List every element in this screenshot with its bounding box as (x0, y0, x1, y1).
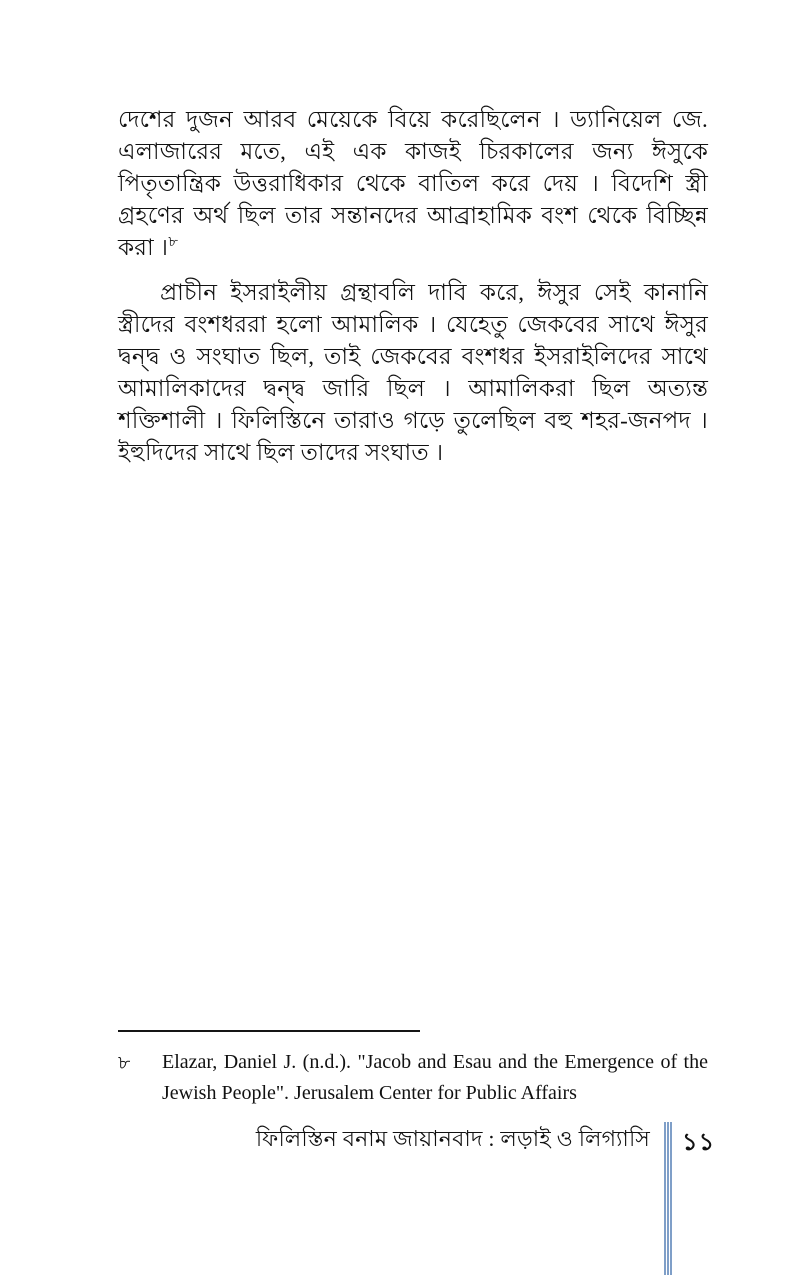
page-body (118, 104, 708, 469)
footnote-separator-rule (118, 1030, 420, 1032)
footnote-area (118, 1030, 708, 1109)
footnote-text: Elazar, Daniel J. (n.d.). "Jacob and Esau and the Emergence of the Jewish People". Jerusalem Center for Public Affairs (162, 1051, 708, 1104)
decorative-stripe-rule (664, 1122, 673, 1275)
footnote-reference-mark: ৮ (168, 234, 179, 251)
paragraph-1 (118, 104, 708, 264)
footnote-marker: ৮ (118, 1053, 131, 1074)
paragraph-1-text: দেশের দুজন আরব মেয়েকে বিয়ে করেছিলেন । ড্যানিয়েল জে. এলাজারের মতে, এই এক কাজই চিরকালের জন্য ঈসুকে পিতৃতান্ত্রিক উত্তরাধিকার থেকে বাতিল করে দেয় । বিদেশি স্ত্রী গ্রহণের অর্থ ছিল তার সন্তানদের আব্রাহামিক বংশ থেকে বিচ্ছিন্ন করা । (118, 107, 708, 260)
paragraph-2: প্রাচীন ইসরাইলীয় গ্রন্থাবলি দাবি করে, ঈসুর সেই কানানি স্ত্রীদের বংশধররা হলো আমালিক । যেহেতু জেকবের সাথে ঈসুর দ্বন্দ্ব ও সংঘাত ছিল, তাই জেকবের বংশধর ইসরাইলিদের সাথে আমালিকাদের দ্বন্দ্ব জারি ছিল । আমালিকরা ছিল অত্যন্ত শক্তিশালী । ফিলিস্তিনে তারাও গড়ে তুলেছিল বহু শহর-জনপদ । ইহুদিদের সাথে ছিল তাদের সংঘাত । (118, 280, 708, 465)
footer-book-title: ফিলিস্তিন বনাম জায়ানবাদ : লড়াই ও লিগ্যাসি (255, 1126, 650, 1151)
footnote (118, 1047, 708, 1109)
page-number: ১১ (682, 1130, 716, 1156)
